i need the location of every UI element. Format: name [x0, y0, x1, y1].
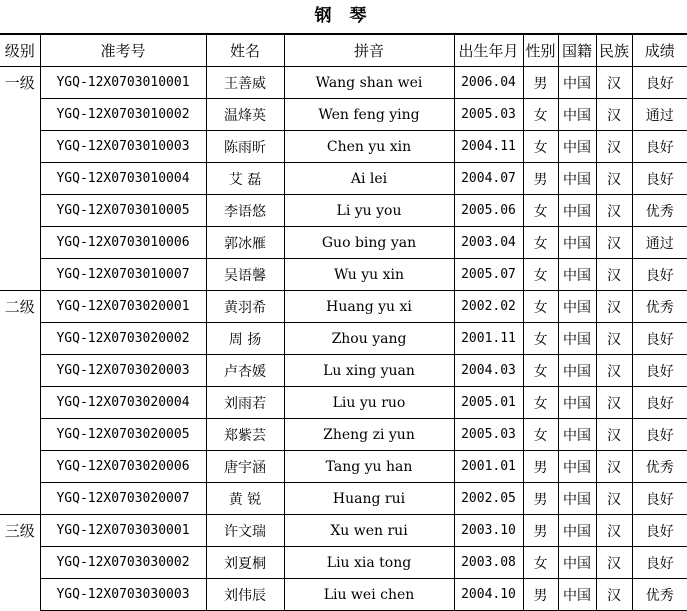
ethnicity-cell: 汉 [596, 227, 632, 259]
name-cell: 许文瑞 [206, 515, 284, 547]
nationality-cell: 中国 [558, 387, 596, 419]
header-gender: 性别 [523, 35, 558, 67]
level-cell [0, 163, 40, 195]
ethnicity-cell: 汉 [596, 387, 632, 419]
header-grade: 成绩 [632, 35, 687, 67]
exam-id-cell: YGQ-12X0703010007 [40, 259, 206, 291]
birth-cell: 2001.11 [454, 323, 523, 355]
grade-cell: 优秀 [632, 579, 687, 611]
exam-id-cell: YGQ-12X0703020003 [40, 355, 206, 387]
ethnicity-cell: 汉 [596, 259, 632, 291]
grade-cell: 良好 [632, 259, 687, 291]
grade-cell: 优秀 [632, 451, 687, 483]
table-row [0, 163, 687, 195]
exam-id-cell: YGQ-12X0703020005 [40, 419, 206, 451]
level-cell [0, 131, 40, 163]
pinyin-cell: Huang yu xi [284, 291, 454, 323]
grade-cell: 良好 [632, 163, 687, 195]
pinyin-cell: Zheng zi yun [284, 419, 454, 451]
grade-cell: 良好 [632, 67, 687, 99]
exam-id-cell: YGQ-12X0703030003 [40, 579, 206, 611]
gender-cell: 女 [523, 355, 558, 387]
pinyin-cell: Lu xing yuan [284, 355, 454, 387]
name-cell: 黄羽希 [206, 291, 284, 323]
level-cell [0, 483, 40, 515]
level-cell [0, 579, 40, 611]
nationality-cell: 中国 [558, 515, 596, 547]
table-row [0, 547, 687, 579]
name-cell: 卢杏媛 [206, 355, 284, 387]
nationality-cell: 中国 [558, 579, 596, 611]
gender-cell: 女 [523, 547, 558, 579]
gender-cell: 男 [523, 515, 558, 547]
table-row [0, 227, 687, 259]
name-cell: 陈雨昕 [206, 131, 284, 163]
header-pinyin: 拼音 [284, 35, 454, 67]
table-row [0, 483, 687, 515]
table-row [0, 99, 687, 131]
exam-id-cell: YGQ-12X0703010003 [40, 131, 206, 163]
birth-cell: 2004.07 [454, 163, 523, 195]
birth-cell: 2005.01 [454, 387, 523, 419]
birth-cell: 2003.04 [454, 227, 523, 259]
table-row [0, 259, 687, 291]
grade-cell: 良好 [632, 419, 687, 451]
pinyin-cell: Liu yu ruo [284, 387, 454, 419]
nationality-cell: 中国 [558, 67, 596, 99]
nationality-cell: 中国 [558, 291, 596, 323]
pinyin-cell: Huang rui [284, 483, 454, 515]
pinyin-cell: Wang shan wei [284, 67, 454, 99]
gender-cell: 男 [523, 67, 558, 99]
nationality-cell: 中国 [558, 451, 596, 483]
table-row [0, 355, 687, 387]
grade-cell: 优秀 [632, 195, 687, 227]
nationality-cell: 中国 [558, 195, 596, 227]
table-row [0, 515, 687, 547]
nationality-cell: 中国 [558, 355, 596, 387]
pinyin-cell: Wu yu xin [284, 259, 454, 291]
birth-cell: 2004.10 [454, 579, 523, 611]
header-birth: 出生年月 [454, 35, 523, 67]
pinyin-cell: Liu wei chen [284, 579, 454, 611]
ethnicity-cell: 汉 [596, 291, 632, 323]
gender-cell: 男 [523, 483, 558, 515]
level-cell [0, 323, 40, 355]
birth-cell: 2002.05 [454, 483, 523, 515]
gender-cell: 女 [523, 227, 558, 259]
header-nationality: 国籍 [558, 35, 596, 67]
pinyin-cell: Liu xia tong [284, 547, 454, 579]
header-level: 级别 [0, 35, 40, 67]
ethnicity-cell: 汉 [596, 355, 632, 387]
grade-cell: 良好 [632, 387, 687, 419]
table-row [0, 387, 687, 419]
name-cell: 刘夏桐 [206, 547, 284, 579]
table-row [0, 291, 687, 323]
table-row [0, 579, 687, 611]
grade-cell: 良好 [632, 547, 687, 579]
ethnicity-cell: 汉 [596, 483, 632, 515]
grade-cell: 良好 [632, 131, 687, 163]
level-cell [0, 419, 40, 451]
level-cell [0, 227, 40, 259]
nationality-cell: 中国 [558, 323, 596, 355]
ethnicity-cell: 汉 [596, 323, 632, 355]
name-cell: 温烽英 [206, 99, 284, 131]
exam-id-cell: YGQ-12X0703010005 [40, 195, 206, 227]
results-table [0, 34, 687, 611]
level-cell [0, 259, 40, 291]
ethnicity-cell: 汉 [596, 67, 632, 99]
name-cell: 吴语馨 [206, 259, 284, 291]
exam-id-cell: YGQ-12X0703010004 [40, 163, 206, 195]
grade-cell: 通过 [632, 99, 687, 131]
grade-cell: 通过 [632, 227, 687, 259]
ethnicity-cell: 汉 [596, 195, 632, 227]
header-exam-id: 准考号 [40, 35, 206, 67]
gender-cell: 女 [523, 195, 558, 227]
nationality-cell: 中国 [558, 483, 596, 515]
birth-cell: 2005.06 [454, 195, 523, 227]
nationality-cell: 中国 [558, 547, 596, 579]
ethnicity-cell: 汉 [596, 99, 632, 131]
gender-cell: 女 [523, 259, 558, 291]
name-cell: 刘伟辰 [206, 579, 284, 611]
sheet-title: 钢 琴 [0, 0, 687, 34]
pinyin-cell: Zhou yang [284, 323, 454, 355]
birth-cell: 2004.11 [454, 131, 523, 163]
nationality-cell: 中国 [558, 163, 596, 195]
birth-cell: 2003.08 [454, 547, 523, 579]
birth-cell: 2001.01 [454, 451, 523, 483]
level-cell [0, 387, 40, 419]
pinyin-cell: Chen yu xin [284, 131, 454, 163]
exam-id-cell: YGQ-12X0703020001 [40, 291, 206, 323]
level-cell [0, 195, 40, 227]
pinyin-cell: Tang yu han [284, 451, 454, 483]
exam-id-cell: YGQ-12X0703010001 [40, 67, 206, 99]
birth-cell: 2003.10 [454, 515, 523, 547]
grade-cell: 优秀 [632, 291, 687, 323]
name-cell: 黄 锐 [206, 483, 284, 515]
gender-cell: 女 [523, 323, 558, 355]
gender-cell: 男 [523, 451, 558, 483]
level-cell [0, 355, 40, 387]
pinyin-cell: Xu wen rui [284, 515, 454, 547]
birth-cell: 2004.03 [454, 355, 523, 387]
name-cell: 郑紫芸 [206, 419, 284, 451]
table-row [0, 131, 687, 163]
name-cell: 郭冰雁 [206, 227, 284, 259]
exam-id-cell: YGQ-12X0703010002 [40, 99, 206, 131]
ethnicity-cell: 汉 [596, 131, 632, 163]
level-cell [0, 547, 40, 579]
table-row [0, 451, 687, 483]
pinyin-cell: Li yu you [284, 195, 454, 227]
grade-cell: 良好 [632, 323, 687, 355]
header-ethnicity: 民族 [596, 35, 632, 67]
pinyin-cell: Ai lei [284, 163, 454, 195]
birth-cell: 2002.02 [454, 291, 523, 323]
exam-id-cell: YGQ-12X0703030002 [40, 547, 206, 579]
birth-cell: 2005.03 [454, 419, 523, 451]
exam-id-cell: YGQ-12X0703020004 [40, 387, 206, 419]
level-cell [0, 451, 40, 483]
nationality-cell: 中国 [558, 227, 596, 259]
name-cell: 王善威 [206, 67, 284, 99]
level-cell: 二级 [0, 291, 40, 323]
ethnicity-cell: 汉 [596, 515, 632, 547]
level-cell: 三级 [0, 515, 40, 547]
gender-cell: 女 [523, 99, 558, 131]
pinyin-cell: Guo bing yan [284, 227, 454, 259]
name-cell: 唐宇涵 [206, 451, 284, 483]
nationality-cell: 中国 [558, 259, 596, 291]
nationality-cell: 中国 [558, 419, 596, 451]
table-body [0, 67, 687, 611]
ethnicity-cell: 汉 [596, 451, 632, 483]
name-cell: 周 扬 [206, 323, 284, 355]
table-row [0, 419, 687, 451]
gender-cell: 女 [523, 387, 558, 419]
level-cell: 一级 [0, 67, 40, 99]
grade-cell: 良好 [632, 355, 687, 387]
gender-cell: 男 [523, 579, 558, 611]
nationality-cell: 中国 [558, 99, 596, 131]
level-cell [0, 99, 40, 131]
name-cell: 李语悠 [206, 195, 284, 227]
grade-cell: 良好 [632, 515, 687, 547]
nationality-cell: 中国 [558, 131, 596, 163]
table-row [0, 67, 687, 99]
ethnicity-cell: 汉 [596, 419, 632, 451]
gender-cell: 女 [523, 291, 558, 323]
ethnicity-cell: 汉 [596, 547, 632, 579]
name-cell: 艾 磊 [206, 163, 284, 195]
birth-cell: 2006.04 [454, 67, 523, 99]
exam-id-cell: YGQ-12X0703030001 [40, 515, 206, 547]
name-cell: 刘雨若 [206, 387, 284, 419]
header-row [0, 35, 687, 67]
gender-cell: 男 [523, 163, 558, 195]
gender-cell: 女 [523, 131, 558, 163]
pinyin-cell: Wen feng ying [284, 99, 454, 131]
grade-cell: 良好 [632, 483, 687, 515]
ethnicity-cell: 汉 [596, 579, 632, 611]
gender-cell: 女 [523, 419, 558, 451]
exam-id-cell: YGQ-12X0703020006 [40, 451, 206, 483]
exam-id-cell: YGQ-12X0703020002 [40, 323, 206, 355]
ethnicity-cell: 汉 [596, 163, 632, 195]
birth-cell: 2005.07 [454, 259, 523, 291]
exam-id-cell: YGQ-12X0703020007 [40, 483, 206, 515]
birth-cell: 2005.03 [454, 99, 523, 131]
table-row [0, 195, 687, 227]
exam-id-cell: YGQ-12X0703010006 [40, 227, 206, 259]
table-row [0, 323, 687, 355]
header-name: 姓名 [206, 35, 284, 67]
